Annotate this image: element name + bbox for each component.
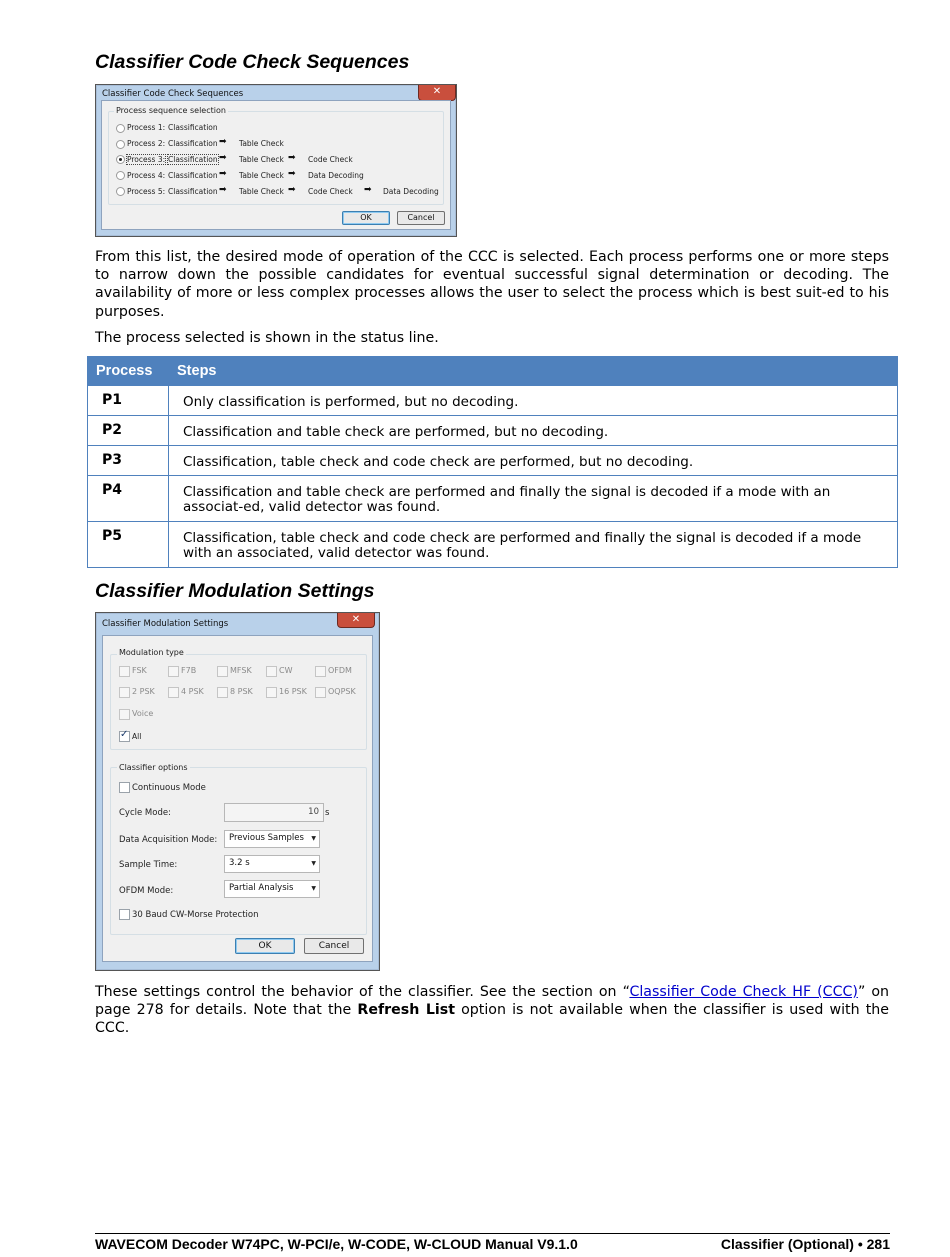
radio-process-4[interactable] xyxy=(116,171,125,180)
group-label: Classifier options xyxy=(119,763,188,772)
chevron-down-icon: ▼ xyxy=(311,885,316,892)
chevron-down-icon: ▼ xyxy=(311,835,316,842)
step-label: Data Decoding xyxy=(308,171,364,180)
steps-cell: Classification and table check are performed and finally the signal is decoded if a mode with an associat-ed, valid detector was found. xyxy=(169,476,898,522)
step-label: Table Check xyxy=(239,155,284,164)
close-icon[interactable]: ✕ xyxy=(337,613,375,628)
checkbox-mfsk[interactable] xyxy=(217,666,228,677)
arrow-right-icon: ➡ xyxy=(364,185,372,195)
checkbox-label: F7B xyxy=(181,666,197,675)
page-footer xyxy=(95,1233,890,1252)
column-header-process: Process xyxy=(88,357,169,386)
checkbox-2psk[interactable] xyxy=(119,687,130,698)
checkbox-cw[interactable] xyxy=(266,666,277,677)
checkbox-label: MFSK xyxy=(230,666,252,675)
checkbox-label: All xyxy=(132,732,142,741)
checkbox-continuous-mode[interactable] xyxy=(119,782,130,793)
checkbox-label: 30 Baud CW-Morse Protection xyxy=(132,910,259,920)
step-label: Code Check xyxy=(308,187,353,196)
arrow-right-icon: ➡ xyxy=(219,153,227,163)
table-header-row xyxy=(88,357,898,386)
paragraph-text: option is not available when the classifier is used with the CCC. xyxy=(95,1002,890,1037)
dialog-title: Classifier Modulation Settings xyxy=(102,619,229,629)
process-cell: P4 xyxy=(88,476,169,522)
step-label: Table Check xyxy=(239,187,284,196)
cancel-button[interactable]: Cancel xyxy=(304,938,364,954)
process-label: Process 5: xyxy=(127,187,166,196)
arrow-right-icon: ➡ xyxy=(219,137,227,147)
column-header-steps: Steps xyxy=(169,357,898,386)
ofdm-mode-select[interactable] xyxy=(224,880,320,898)
group-label: Process sequence selection xyxy=(116,106,226,115)
table-row xyxy=(88,476,898,522)
process-label: Process 1: xyxy=(127,123,166,132)
group-label: Modulation type xyxy=(119,648,184,657)
checkbox-label: Voice xyxy=(132,709,154,718)
radio-process-5[interactable] xyxy=(116,187,125,196)
table-row xyxy=(88,446,898,476)
process-label: Process 2: xyxy=(127,139,166,148)
checkbox-f7b[interactable] xyxy=(168,666,179,677)
step-label: Classification xyxy=(168,171,218,180)
checkbox-cw-morse-protection[interactable] xyxy=(119,909,130,920)
checkbox-label: CW xyxy=(279,666,293,675)
steps-cell: Only classification is performed, but no decoding. xyxy=(169,386,898,416)
checkbox-ofdm[interactable] xyxy=(315,666,326,677)
settings-description-paragraph xyxy=(95,983,889,1038)
process-steps-table xyxy=(87,356,898,568)
chevron-down-icon: ▼ xyxy=(311,860,316,867)
select-value: Previous Samples xyxy=(229,833,304,843)
dialog-title: Classifier Code Check Sequences xyxy=(102,89,244,99)
step-label: Classification xyxy=(168,123,218,132)
checkbox-label: 4 PSK xyxy=(181,687,204,696)
footer-section-page xyxy=(721,1236,890,1252)
checkbox-label: 8 PSK xyxy=(230,687,253,696)
step-label: Classification xyxy=(168,139,218,148)
close-icon[interactable]: ✕ xyxy=(418,85,456,101)
select-value: 3.2 s xyxy=(229,858,250,868)
step-label: Classification xyxy=(168,155,218,164)
process-cell: P1 xyxy=(88,386,169,416)
checkbox-label: Continuous Mode xyxy=(132,783,206,793)
step-label: Code Check xyxy=(308,155,353,164)
arrow-right-icon: ➡ xyxy=(219,185,227,195)
footer-manual-title: WAVECOM Decoder W74PC, W-PCI/e, W-CODE, W-CLOUD Manual V9.1.0 xyxy=(95,1236,578,1252)
status-line-paragraph: The process selected is shown in the status line. xyxy=(95,330,439,346)
steps-cell: Classification, table check and code check are performed and finally the signal is decoded if a mode with an associated, valid detector was found. xyxy=(169,522,898,568)
ok-button[interactable]: OK xyxy=(342,211,390,225)
modulation-settings-dialog xyxy=(95,612,380,971)
process-cell: P2 xyxy=(88,416,169,446)
radio-process-1[interactable] xyxy=(116,124,125,133)
data-acquisition-label: Data Acquisition Mode: xyxy=(119,835,218,845)
cancel-button[interactable]: Cancel xyxy=(397,211,445,225)
footer-section-name: Classifier (Optional) xyxy=(720,1236,854,1252)
code-check-sequences-dialog xyxy=(95,84,457,237)
table-row xyxy=(88,522,898,568)
section-heading-modulation-settings: Classifier Modulation Settings xyxy=(95,580,375,602)
ofdm-mode-label: OFDM Mode: xyxy=(119,886,174,896)
cycle-mode-unit: s xyxy=(325,808,330,818)
ok-button[interactable]: OK xyxy=(235,938,295,954)
refresh-list-term: Refresh List xyxy=(357,1002,455,1019)
process-cell: P5 xyxy=(88,522,169,568)
sample-time-select[interactable] xyxy=(224,855,320,873)
process-cell: P3 xyxy=(88,446,169,476)
process-label: Process 4: xyxy=(127,171,166,180)
dialog-client-area xyxy=(102,635,373,962)
steps-cell: Classification, table check and code check are performed, but no decoding. xyxy=(169,446,898,476)
arrow-right-icon: ➡ xyxy=(288,169,296,179)
table-row xyxy=(88,386,898,416)
paragraph-text: ” on page 278 for details. Note that the xyxy=(95,984,889,1019)
description-paragraph: From this list, the desired mode of operation of the CCC is selected. Each process performs one or more steps to narrow down the possible candidates for eventual successful signal determination or decoding. The availability of more or less complex processes allows the user to select the process which is best suit-ed to his purposes. xyxy=(95,249,889,320)
cycle-mode-input[interactable]: 10 xyxy=(224,803,324,822)
table-row xyxy=(88,416,898,446)
checkbox-16psk[interactable] xyxy=(266,687,277,698)
step-label: Table Check xyxy=(239,171,284,180)
data-acquisition-select[interactable] xyxy=(224,830,320,848)
ccc-section-link[interactable]: Classifier Code Check HF (CCC) xyxy=(629,984,858,1000)
radio-process-3[interactable] xyxy=(116,155,125,164)
section-heading-code-check: Classifier Code Check Sequences xyxy=(95,51,410,73)
step-label: Table Check xyxy=(239,139,284,148)
checkbox-oqpsk[interactable] xyxy=(315,687,326,698)
process-label: Process 3: xyxy=(127,155,166,164)
checkbox-all[interactable] xyxy=(119,731,130,742)
arrow-right-icon: ➡ xyxy=(288,185,296,195)
checkbox-fsk[interactable] xyxy=(119,666,130,677)
select-value: Partial Analysis xyxy=(229,883,294,893)
steps-cell: Classification and table check are performed, but no decoding. xyxy=(169,416,898,446)
sample-time-label: Sample Time: xyxy=(119,860,178,870)
cycle-mode-label: Cycle Mode: xyxy=(119,808,171,818)
arrow-right-icon: ➡ xyxy=(288,153,296,163)
dialog-client-area xyxy=(101,100,451,230)
checkbox-voice[interactable] xyxy=(119,709,130,720)
checkbox-4psk[interactable] xyxy=(168,687,179,698)
checkbox-label: OFDM xyxy=(328,666,352,675)
step-label: Classification xyxy=(168,187,218,196)
bullet-separator: • xyxy=(857,1236,863,1252)
checkbox-label: 2 PSK xyxy=(132,687,155,696)
radio-process-2[interactable] xyxy=(116,140,125,149)
checkbox-8psk[interactable] xyxy=(217,687,228,698)
step-label: Data Decoding xyxy=(383,187,439,196)
paragraph-text: These settings control the behavior of the classifier. See the section on “ xyxy=(95,984,630,1000)
checkbox-label: FSK xyxy=(132,666,147,675)
checkbox-label: OQPSK xyxy=(328,687,356,696)
arrow-right-icon: ➡ xyxy=(219,169,227,179)
page-number: 281 xyxy=(866,1236,890,1252)
checkbox-label: 16 PSK xyxy=(279,687,307,696)
